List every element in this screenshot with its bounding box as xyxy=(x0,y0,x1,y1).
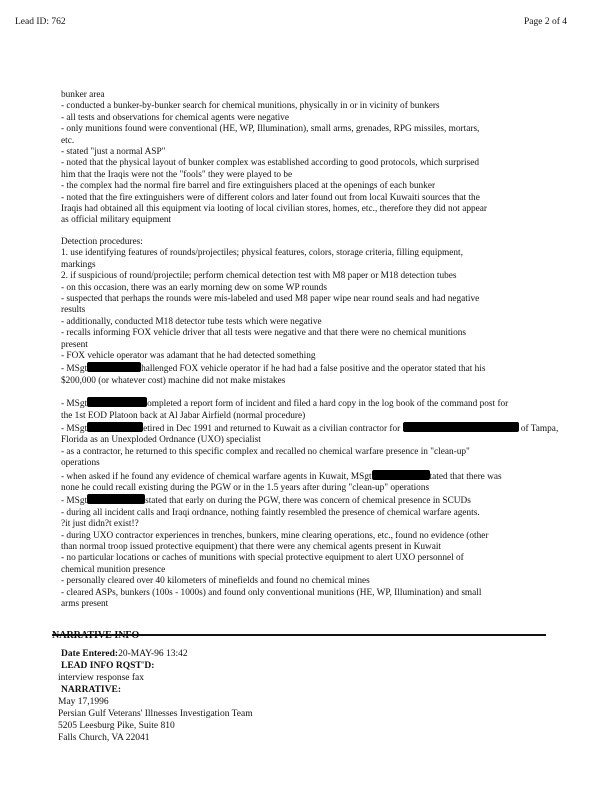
text-fragment: - when asked if he found any evidence of chemical warfare agents in Kuwait, MSgt xyxy=(61,471,372,482)
redaction-bar xyxy=(87,362,141,372)
note-line: $200,000 (or whatever cost) machine did not make mistakes xyxy=(61,375,286,386)
note-line: - only munitions found were conventional (HE, WP, Illumination), small arms, grenades, RPG missiles, mortars, xyxy=(61,124,480,135)
note-line: - all tests and observations for chemical agents were negative xyxy=(61,112,289,123)
note-line: - during all incident calls and Iraqi ordnance, nothing faintly resembled the presence of chemical warfare agents. xyxy=(61,507,480,518)
note-line: - stated "just a normal ASP" xyxy=(61,147,166,158)
note-line: - FOX vehicle operator was adamant that he had detected something xyxy=(61,350,316,361)
note-line: Florida as an Unexploded Ordnance (UXO) specialist xyxy=(61,435,261,446)
text-fragment: tated that there was xyxy=(429,471,502,482)
redaction-bar xyxy=(87,494,145,504)
text-fragment: - MSgt xyxy=(61,496,88,507)
redaction-bar xyxy=(87,397,147,407)
note-line: - additionally, conducted M18 detector tube tests which were negative xyxy=(61,316,322,327)
note-line: - during UXO contractor experiences in trenches, bunkers, mine clearing operations, etc., found no evidence (other xyxy=(61,530,489,541)
note-line: chemical munition presence xyxy=(61,564,166,575)
text-fragment: of Tampa, xyxy=(520,423,559,434)
paragraph-gap xyxy=(61,387,569,397)
notes-group-detection xyxy=(61,237,569,362)
text-fragment: - MSgt xyxy=(61,364,88,375)
note-line: than normal troop issued protective equipment) that there were any chemical agents present in Kuwait xyxy=(61,542,442,553)
section-divider xyxy=(52,634,546,636)
date-entered-label: Date Entered: xyxy=(61,649,119,659)
note-line: Detection procedures: xyxy=(61,236,143,247)
note-line: - cleared ASPs, bunkers (100s - 1000s) and found only conventional munitions (HE, WP, Illumination) and small xyxy=(61,587,482,598)
note-line: - as a contractor, he returned to this specific complex and recalled no chemical warfare presence in "clean-up" xyxy=(61,446,470,457)
text-fragment: ompleted a report form of incident and filed a hard copy in the log book of the command post for xyxy=(147,399,509,410)
narrative-line: 5205 Leesburg Pike, Suite 810 xyxy=(58,721,175,731)
text-fragment: - MSgt xyxy=(61,399,88,410)
note-line: present xyxy=(61,339,88,350)
note-line: 1. use identifying features of rounds/projectiles; physical features, colors, storage criteria, filling equipment, xyxy=(61,248,463,259)
notes-group-bunker-search xyxy=(61,90,569,227)
note-line-retired xyxy=(61,422,569,435)
notes-group-contractor xyxy=(61,435,569,469)
narrative-label: NARRATIVE: xyxy=(61,685,121,695)
note-line: none he could recall existing during the PGW or in the 1.5 years after during "clean-up" operations xyxy=(61,483,430,493)
note-line: - personally cleared over 40 kilometers of minefields and found no chemical mines xyxy=(61,576,370,587)
note-line-scuds xyxy=(61,494,569,507)
note-line: - conducted a bunker-by-bunker search for chemical munitions, physically in or in vicinity of bunkers xyxy=(61,101,440,112)
narrative-line: Persian Gulf Veterans' Illnesses Investigation Team xyxy=(58,709,253,719)
note-line: - noted that the physical layout of bunker complex was established according to good protocols, which surprised xyxy=(61,158,480,169)
text-fragment: hallenged FOX vehicle operator if he had had a false positive and the operator stated that his xyxy=(141,364,486,375)
note-line: arms present xyxy=(61,599,109,610)
notes-group-uxo xyxy=(61,508,569,611)
note-line: the 1st EOD Platoon back at Al Jabar Airfield (normal procedure) xyxy=(61,410,306,421)
note-line: - the complex had the normal fire barrel and fire extinguishers placed at the openings of each bunker xyxy=(61,181,436,192)
date-entered-row xyxy=(61,648,253,660)
date-entered-value: 20-MAY-96 13:42 xyxy=(118,649,188,659)
note-line: ?it just didn?t exist!? xyxy=(61,519,139,530)
redaction-bar xyxy=(372,470,430,480)
page-number: Page 2 of 4 xyxy=(524,17,568,27)
lead-info-rqstd-value: interview response fax xyxy=(58,673,144,683)
note-line: as official military equipment xyxy=(61,215,172,226)
note-line-challenge xyxy=(61,362,569,375)
note-line: - suspected that perhaps the rounds were mis-labeled and used M8 paper wipe near round seals and had negative xyxy=(61,293,480,304)
paragraph-gap xyxy=(61,227,569,237)
text-fragment: stated that early on during the PGW, there was concern of chemical presence in SCUDs xyxy=(145,496,471,507)
narrative-line: Falls Church, VA 22041 xyxy=(58,733,150,743)
note-line: - on this occasion, there was an early morning dew on some WP rounds xyxy=(61,282,327,293)
note-line: - recalls informing FOX vehicle driver that all tests were negative and that there were no chemical munitions xyxy=(61,328,467,339)
note-line-asked xyxy=(61,470,569,483)
lead-info-rqstd-label: LEAD INFO RQST'D: xyxy=(61,661,155,671)
note-line-report xyxy=(61,397,569,410)
text-fragment: - MSgt xyxy=(61,423,88,434)
narrative-fields xyxy=(58,648,253,744)
lead-id: Lead ID: 762 xyxy=(15,17,66,27)
text-fragment: etired in Dec 1991 and returned to Kuwait as a civilian contractor for xyxy=(143,423,401,434)
note-line: - noted that the fire extinguishers were of different colors and later found out from local Kuwaiti sources that the xyxy=(61,192,480,203)
note-line: - no particular locations or caches of munitions with special protective equipment to alert UXO personnel of xyxy=(61,553,464,564)
note-line: operations xyxy=(61,458,100,469)
narrative-text xyxy=(58,696,253,744)
interview-notes xyxy=(61,90,569,610)
narrative-line: May 17,1996 xyxy=(58,697,109,707)
note-line: etc. xyxy=(61,135,75,146)
note-line: markings xyxy=(61,259,96,270)
redaction-bar xyxy=(403,422,519,432)
note-line: results xyxy=(61,305,86,316)
note-line: him that the Iraqis were not the "fools" they were played to be xyxy=(61,169,293,180)
note-line: bunker area xyxy=(61,90,105,100)
note-line: Iraqis had obtained all this equipment via looting of local civilian stores, homes, etc., therefore they did not appear xyxy=(61,204,487,215)
note-line: 2. if suspicious of round/projectile; perform chemical detection test with M8 paper or M18 detection tubes xyxy=(61,271,457,282)
redaction-bar xyxy=(87,422,143,432)
